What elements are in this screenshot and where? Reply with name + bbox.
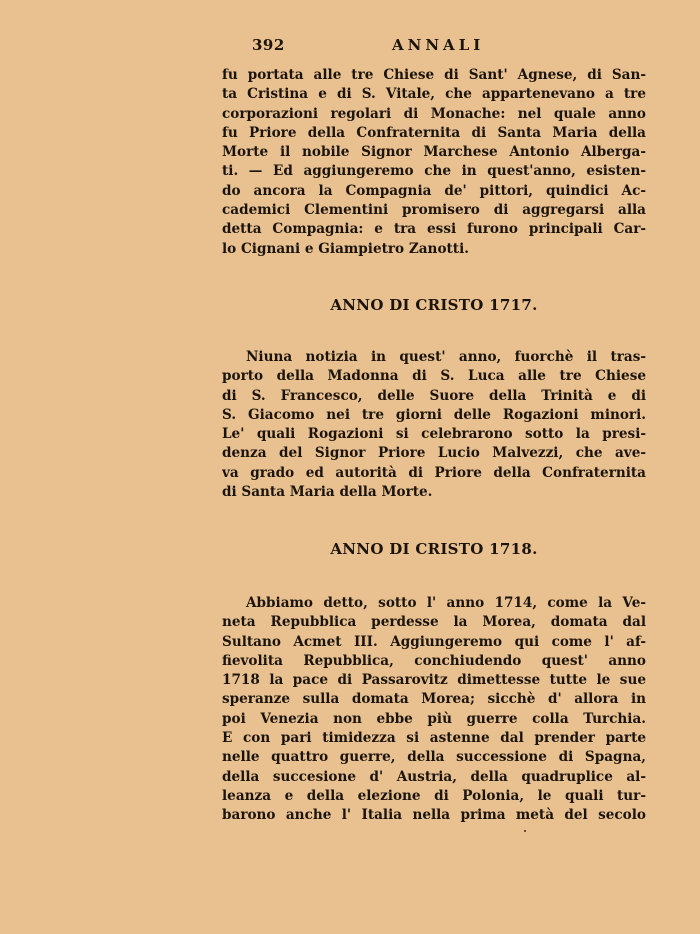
text-line: barono anche l' Italia nella prima metà del secolo (222, 807, 646, 824)
text-line: di S. Francesco, delle Suore della Trinità e di (222, 387, 646, 404)
text-line: lo Cignani e Giampietro Zanotti. (222, 240, 469, 257)
text-line: fu portata alle tre Chiese di Sant' Agnese, di San- (222, 67, 646, 83)
paragraph-1718 (222, 594, 646, 826)
paragraph-continued (222, 66, 646, 259)
text-line: Le' quali Rogazioni si celebrarono sotto la presi- (222, 426, 646, 443)
text-line: porto della Madonna di S. Luca alle tre Chiese (222, 368, 646, 385)
text-line: della succesione d' Austria, della quadruplice al- (222, 768, 646, 785)
text-line: denza del Signor Priore Lucio Malvezzi, che ave- (222, 445, 646, 462)
text-line: Niuna notizia in quest' anno, fuorchè il tras- (246, 349, 646, 365)
text-line: nelle quattro guerre, della successione di Spagna, (222, 749, 646, 766)
text-line: 1718 la pace di Passarovitz dimettesse tutte le sue (222, 672, 646, 689)
text-line: detta Compagnia: e tra essi furono principali Car- (222, 221, 646, 238)
print-speck (524, 830, 526, 832)
text-line: di Santa Maria della Morte. (222, 484, 433, 501)
text-line: S. Giacomo nei tre giorni delle Rogazioni minori. (222, 406, 646, 423)
text-line: Morte il nobile Signor Marchese Antonio Alberga- (222, 144, 646, 161)
page-number: 392 (252, 36, 285, 54)
text-line: fu Priore della Confraternita di Santa Maria della (222, 124, 646, 141)
text-line: E con pari timidezza si astenne dal prender parte (222, 730, 646, 747)
text-line: Abbiamo detto, sotto l' anno 1714, come la Ve- (246, 595, 646, 611)
text-line: leanza e della elezione di Polonia, le quali tur- (222, 787, 646, 804)
text-line: ti. — Ed aggiungeremo che in quest'anno, esisten- (222, 163, 646, 180)
section-heading-1718: ANNO DI CRISTO 1718. (330, 540, 538, 558)
paragraph-1717 (222, 348, 646, 502)
text-line: do ancora la Compagnia de' pittori, quindici Ac- (222, 182, 646, 199)
text-line: ta Cristina e di S. Vitale, che appartenevano a tre (222, 86, 646, 103)
text-line: poi Venezia non ebbe più guerre colla Turchia. (222, 710, 646, 727)
text-line: corporazioni regolari di Monache: nel quale anno (222, 105, 646, 122)
text-line: va grado ed autorità di Priore della Confraternita (222, 464, 646, 481)
text-line: speranze sulla domata Morea; sicchè d' allora in (222, 691, 646, 708)
page-header (252, 36, 512, 58)
text-line: Sultano Acmet III. Aggiungeremo qui come l' af- (222, 633, 646, 650)
text-line: fievolita Repubblica, conchiudendo quest' anno (222, 652, 646, 669)
running-title: ANNALI (392, 36, 485, 54)
text-line: neta Repubblica perdesse la Morea, domata dal (222, 614, 646, 631)
section-heading-1717: ANNO DI CRISTO 1717. (330, 296, 538, 314)
text-line: cademici Clementini promisero di aggregarsi alla (222, 202, 646, 219)
